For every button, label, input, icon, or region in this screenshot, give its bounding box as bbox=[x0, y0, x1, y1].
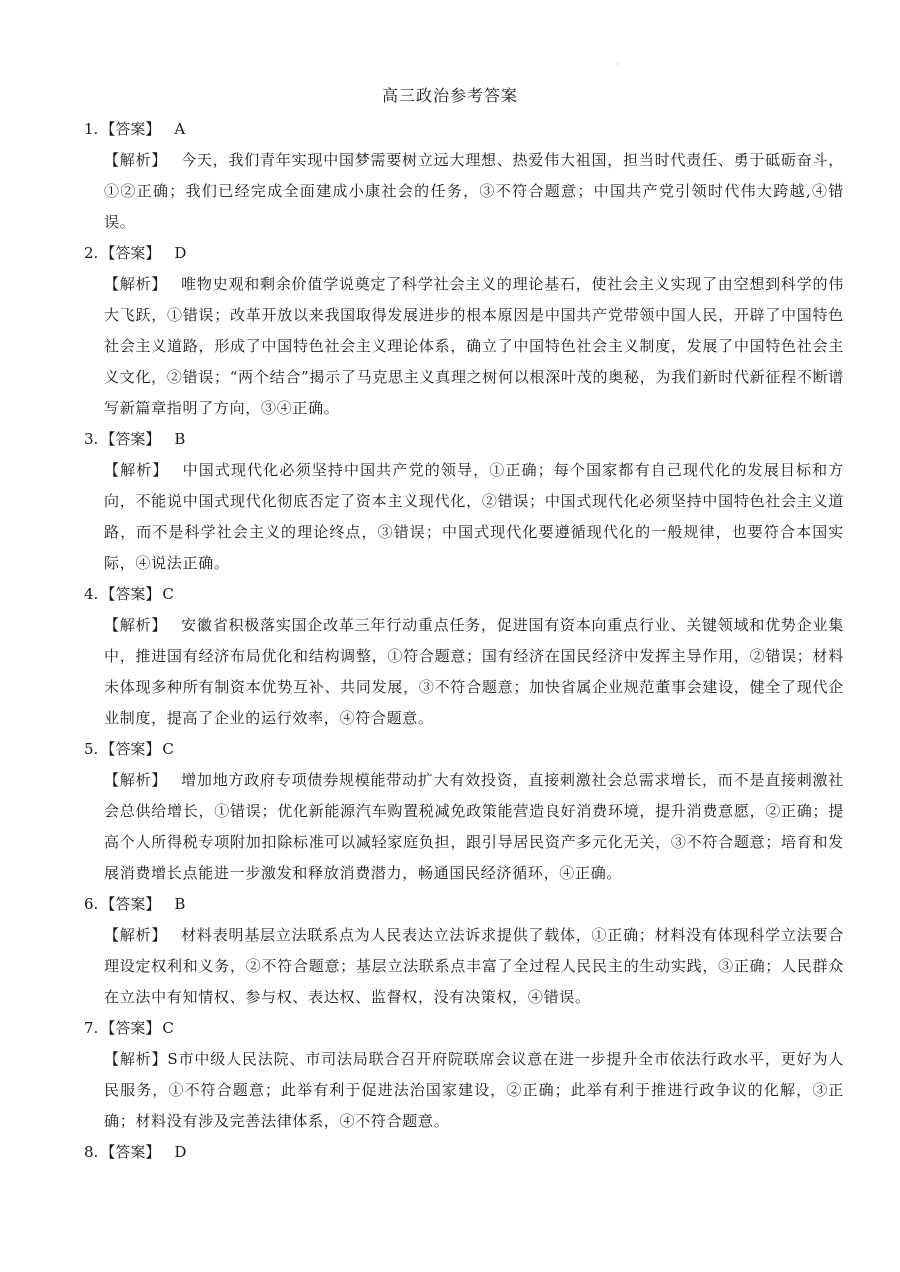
answer-item-1 bbox=[84, 114, 844, 238]
analysis-paragraph bbox=[84, 269, 844, 424]
answer-label: 【答案】 bbox=[100, 120, 161, 138]
answer-label: 【答案】 bbox=[100, 430, 161, 448]
analysis-paragraph bbox=[84, 145, 844, 238]
answer-line bbox=[84, 1137, 844, 1168]
question-number: 6. bbox=[84, 895, 99, 913]
analysis-paragraph bbox=[84, 1044, 844, 1137]
analysis-label: 【解析】 bbox=[104, 275, 168, 293]
answer-label: 【答案】 bbox=[100, 585, 161, 603]
answer-value: C bbox=[162, 740, 174, 758]
answer-item-4 bbox=[84, 579, 844, 734]
analysis-paragraph bbox=[84, 765, 844, 889]
answer-line bbox=[84, 238, 844, 269]
answer-label: 【答案】 bbox=[100, 244, 161, 262]
scan-mark: · bbox=[616, 60, 619, 69]
analysis-label: 【解析】 bbox=[104, 151, 168, 169]
analysis-label: 【解析】 bbox=[104, 616, 168, 634]
answer-item-7 bbox=[84, 1013, 844, 1137]
question-number: 4. bbox=[84, 585, 99, 603]
analysis-text: 安徽省积极落实国企改革三年行动重点任务，促进国有资本向重点行业、关键领域和优势企业集中，推进国有经济布局优化和结构调整，①符合题意；国有经济在国民经济中发挥主导作用，②错误；材料未体现多种所有制资本优势互补、共同发展，③不符合题意；加快省属企业规范董事会建设，健全了现代企业制度，提高了企业的运行效率，④符合题意。 bbox=[104, 616, 844, 727]
answer-item-6 bbox=[84, 889, 844, 1013]
analysis-text: 中国式现代化必须坚持中国共产党的领导，①正确；每个国家都有自己现代化的发展目标和方向，不能说中国式现代化彻底否定了资本主义现代化，②错误；中国式现代化必须坚持中国特色社会主义道路，而不是科学社会主义的理论终点，③错误；中国式现代化要遵循现代化的一般规律，也要符合本国实际，④说法正确。 bbox=[104, 461, 844, 572]
analysis-text: S市中级人民法院、市司法局联合召开府院联席会议意在进一步提升全市依法行政水平，更好为人民服务，①不符合题意；此举有利于促进法治国家建设，②正确；此举有利于推进行政争议的化解，③正确；材料没有涉及完善法律体系，④不符合题意。 bbox=[104, 1050, 844, 1130]
question-number: 2. bbox=[84, 244, 99, 262]
answer-label: 【答案】 bbox=[100, 1143, 161, 1161]
answer-list bbox=[84, 114, 844, 1168]
analysis-text: 材料表明基层立法联系点为人民表达立法诉求提供了载体，①正确；材料没有体现科学立法要合理设定权利和义务，②不符合题意；基层立法联系点丰富了全过程人民民主的生动实践，③正确；人民群众在立法中有知情权、参与权、表达权、监督权，没有决策权，④错误。 bbox=[104, 926, 844, 1006]
analysis-paragraph bbox=[84, 920, 844, 1013]
answer-value: D bbox=[174, 244, 187, 262]
question-number: 1. bbox=[84, 120, 99, 138]
analysis-text: 增加地方政府专项债券规模能带动扩大有效投资，直接刺激社会总需求增长，而不是直接刺激社会总供给增长，①错误；优化新能源汽车购置税减免政策能营造良好消费环境，提升消费意愿，②正确；提高个人所得税专项附加扣除标准可以减轻家庭负担，跟引导居民资产多元化无关，③不符合题意；培育和发展消费增长点能进一步激发和释放消费潜力，畅通国民经济循环，④正确。 bbox=[104, 771, 844, 882]
answer-value: B bbox=[174, 430, 186, 448]
analysis-text: 今天，我们青年实现中国梦需要树立远大理想、热爱伟大祖国，担当时代责任、勇于砥砺奋斗，①②正确；我们已经完成全面建成小康社会的任务，③不符合题意；中国共产党引领时代伟大跨越,④错误。 bbox=[104, 151, 844, 231]
answer-line bbox=[84, 1013, 844, 1044]
question-number: 3. bbox=[84, 430, 99, 448]
analysis-text: 唯物史观和剩余价值学说奠定了科学社会主义的理论基石，使社会主义实现了由空想到科学的伟大飞跃，①错误；改革开放以来我国取得发展进步的根本原因是中国共产党带领中国人民，开辟了中国特色社会主义道路，形成了中国特色社会主义理论体系，确立了中国特色社会主义制度，发展了中国特色社会主义文化，②错误；“两个结合”揭示了马克思主义真理之树何以根深叶茂的奥秘，为我们新时代新征程不断谱写新篇章指明了方向，③④正确。 bbox=[104, 275, 844, 417]
analysis-label: 【解析】 bbox=[104, 771, 168, 789]
answer-item-2 bbox=[84, 238, 844, 424]
answer-value: C bbox=[162, 1019, 174, 1037]
answer-line bbox=[84, 889, 844, 920]
analysis-label: 【解析】 bbox=[104, 461, 169, 479]
answer-value: A bbox=[174, 120, 186, 138]
analysis-label: 【解析】 bbox=[104, 1050, 168, 1068]
analysis-paragraph bbox=[84, 455, 844, 579]
answer-label: 【答案】 bbox=[100, 1019, 161, 1037]
analysis-paragraph bbox=[84, 610, 844, 734]
analysis-label: 【解析】 bbox=[104, 926, 168, 944]
answer-value: B bbox=[174, 895, 186, 913]
answer-line bbox=[84, 424, 844, 455]
answer-line bbox=[84, 114, 844, 145]
answer-line bbox=[84, 734, 844, 765]
answer-item-5 bbox=[84, 734, 844, 889]
answer-value: D bbox=[174, 1143, 187, 1161]
answer-label: 【答案】 bbox=[100, 895, 161, 913]
answer-label: 【答案】 bbox=[100, 740, 161, 758]
question-number: 8. bbox=[84, 1143, 99, 1161]
question-number: 5. bbox=[84, 740, 99, 758]
answer-item-8 bbox=[84, 1137, 844, 1168]
page-title: 高三政治参考答案 bbox=[381, 86, 518, 105]
answer-value: C bbox=[162, 585, 174, 603]
answer-line bbox=[84, 579, 844, 610]
answer-item-3 bbox=[84, 424, 844, 579]
question-number: 7. bbox=[84, 1019, 99, 1037]
